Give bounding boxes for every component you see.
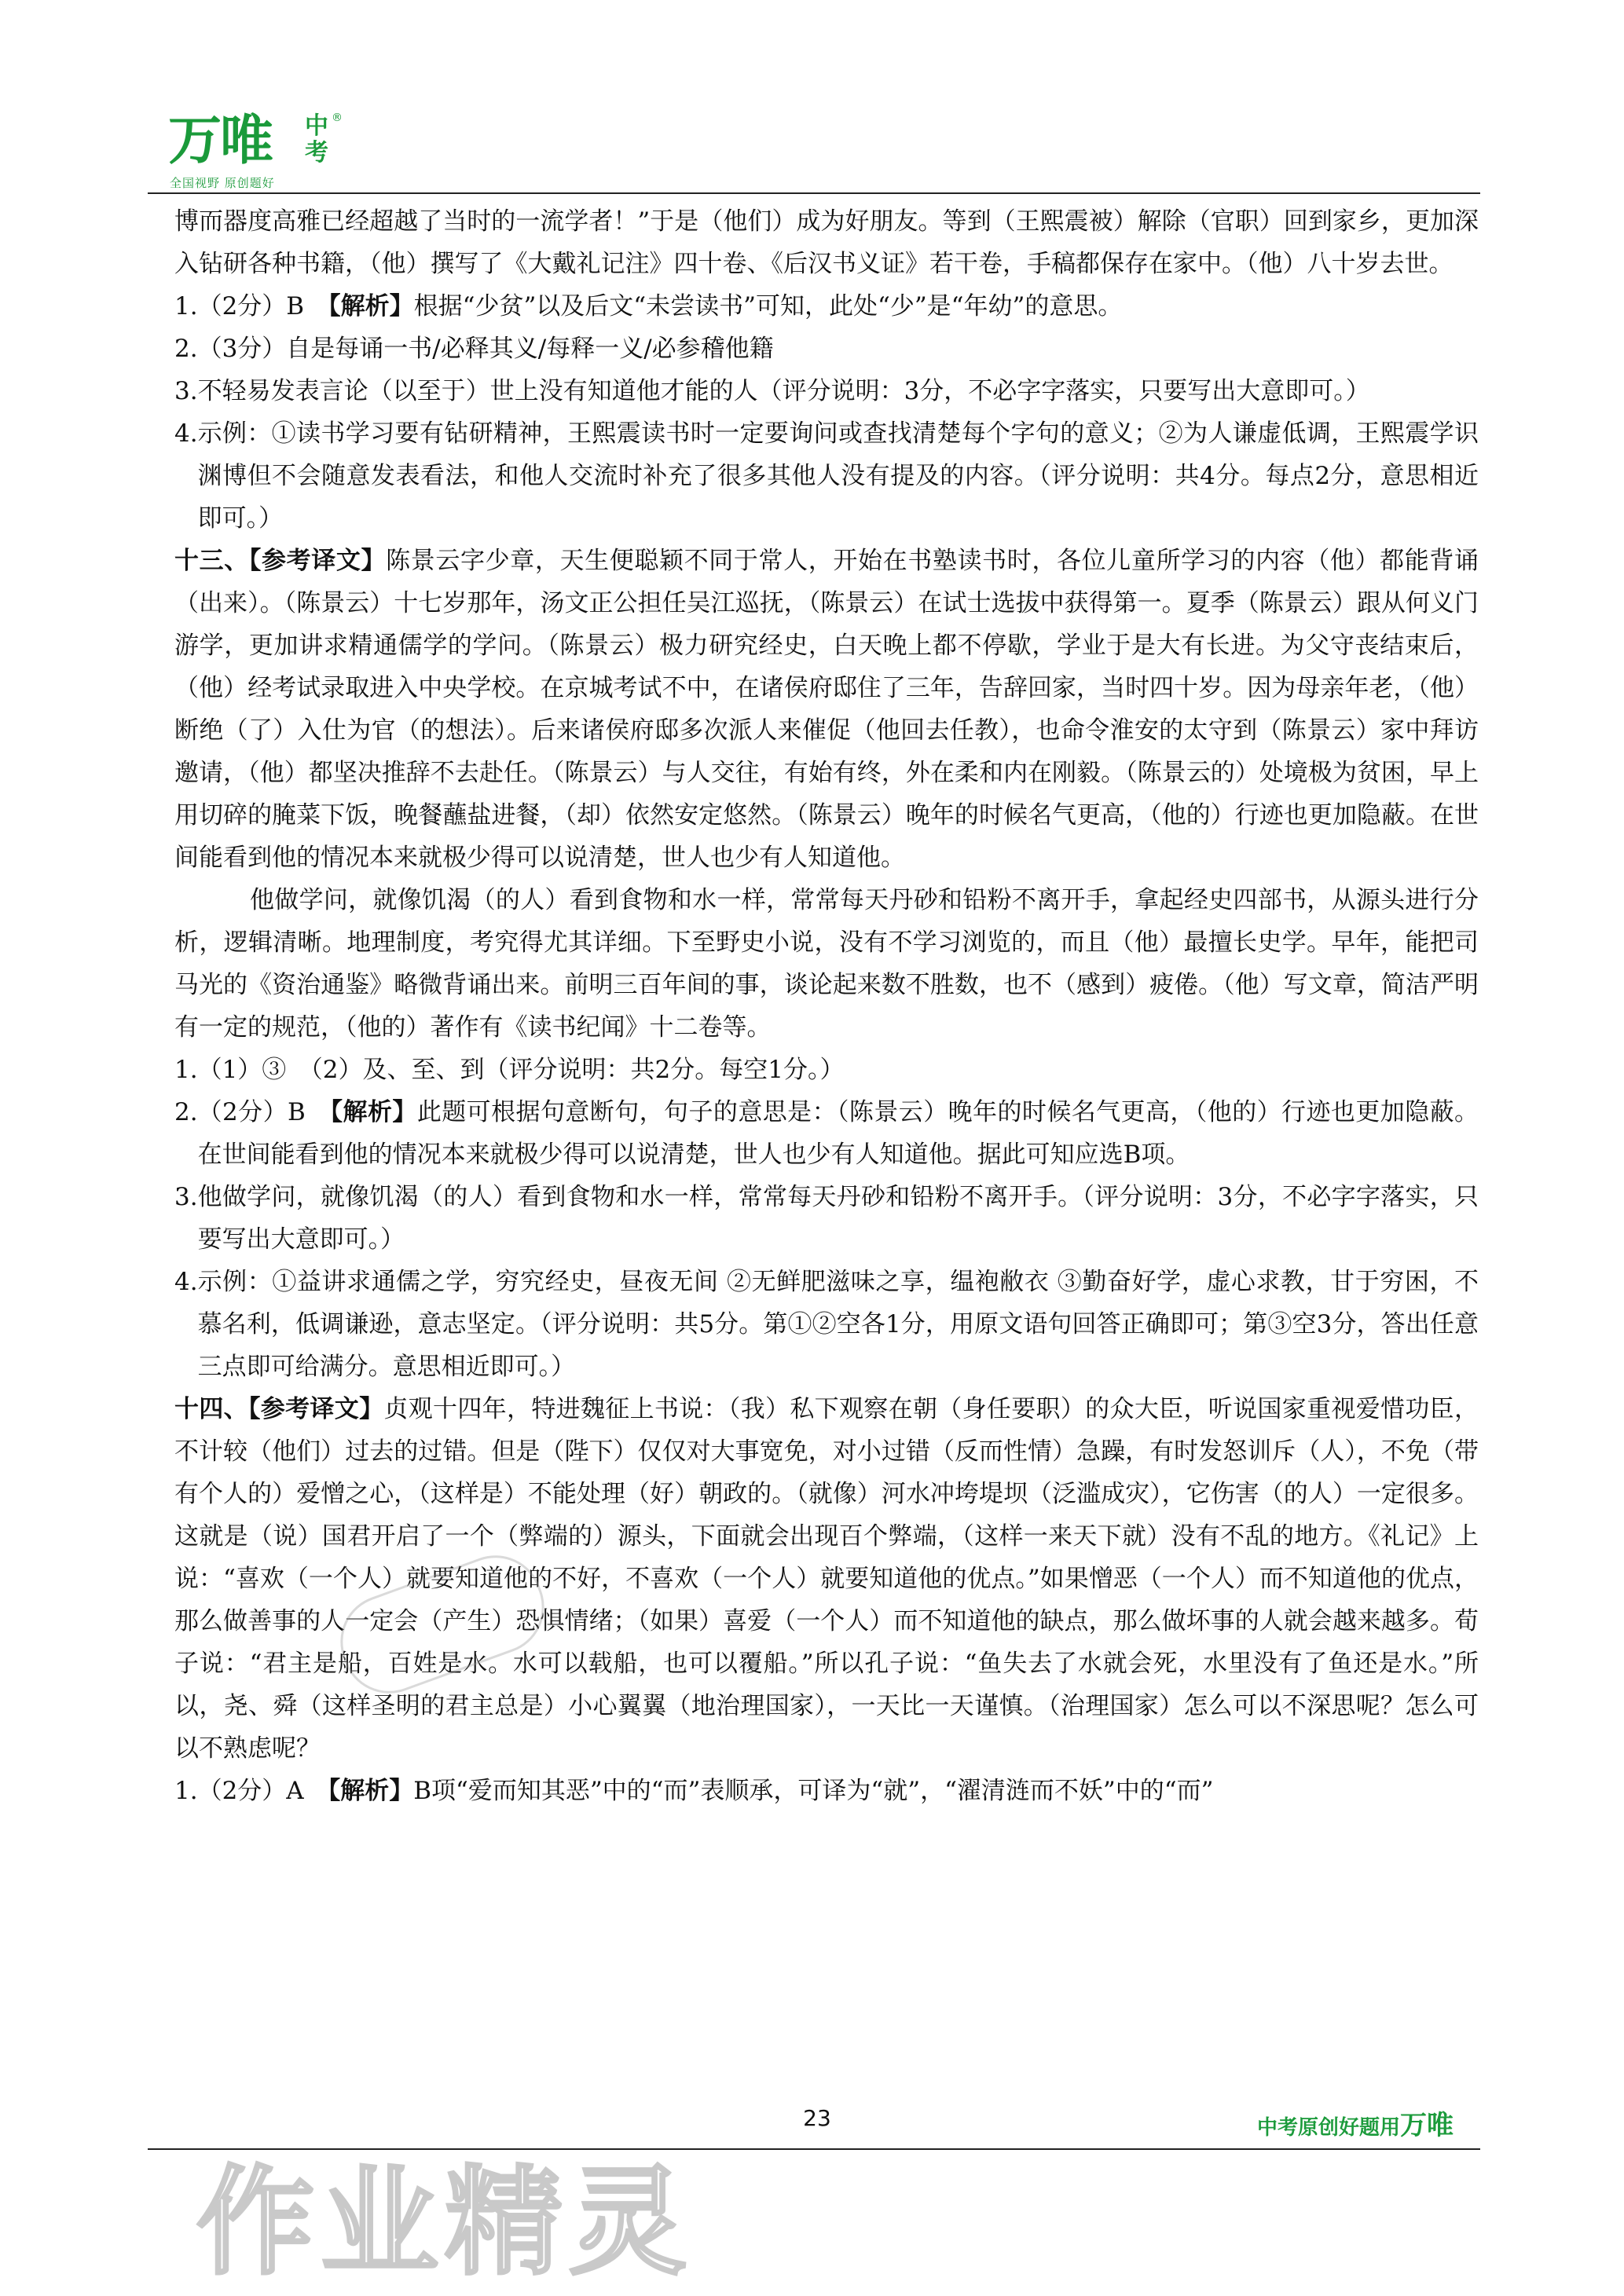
footer-rule xyxy=(148,2148,1480,2150)
answer-number: 2. xyxy=(174,1098,198,1126)
answer-text: 示例：①读书学习要有钻研精神，王熙震读书时一定要询问或查找清楚每个字句的意义；②为人谦虚低调，王熙震学识渊博但不会随意发表看法，和他人交流时补充了很多其他人没有提及的内容。（评分说明：共4分。每点2分，意思相近即可。） xyxy=(197,419,1479,533)
answer-body xyxy=(198,1770,1479,1812)
paragraph: 他做学问，就像饥渴（的人）看到食物和水一样，常常每天丹砂和铅粉不离开手，拿起经史四部书，从源头进行分析，逻辑清晰。地理制度，考究得尤其详细。下至野史小说，没有不学习浏览的，而且（他）最擅长史学。早年，能把司马光的《资治通鉴》略微背诵出来。前明三百年间的事，谈论起来数不胜数，也不（感到）疲倦。（他）写文章，简洁严明有一定的规范，（他的）著作有《读书纪闻》十二卷等。 xyxy=(174,886,1479,1042)
answer-body xyxy=(198,1261,1479,1388)
answer-body xyxy=(198,1049,1479,1091)
analysis-tag: 【解析】 xyxy=(330,1098,417,1126)
registered-mark: ® xyxy=(332,112,343,124)
logo-main-text: 万唯 xyxy=(168,110,273,172)
section-translation xyxy=(174,540,1479,879)
analysis-tag: 【解析】 xyxy=(328,292,414,320)
logo-exam-text: 中考 xyxy=(305,112,328,167)
analysis-text: 此题可根据句意断句，句子的意思是：（陈景云）晚年的时候名气更高，（他的）行迹也更加隐蔽。在世间能看到他的情况本来就极少得可以说清楚，世人也少有人知道他。据此可知应选B项。 xyxy=(197,1098,1479,1169)
answer-number: 2. xyxy=(174,335,198,363)
answer-body xyxy=(198,1091,1479,1176)
footer-slogan-text: 中考原创好题用 xyxy=(1257,2116,1401,2140)
answer-body xyxy=(198,328,1479,370)
answer-text: 不轻易发表言论（以至于）世上没有知道他才能的人（评分说明：3分，不必字字落实，只要写出大意即可。） xyxy=(197,377,1370,405)
answer-number: 1. xyxy=(174,1056,198,1084)
answer-item xyxy=(174,370,1479,412)
analysis-text: 根据“少贫”以及后文“未尝读书”可知，此处“少”是“年幼”的意思。 xyxy=(413,292,1123,320)
publisher-logo xyxy=(168,110,349,189)
answer-number: 4. xyxy=(174,1268,198,1296)
answer-number: 1. xyxy=(174,1777,198,1805)
header-rule xyxy=(148,192,1480,194)
answer-item xyxy=(174,1049,1479,1091)
answer-item xyxy=(174,1176,1479,1261)
answer-text: 示例：①益讲求通儒之学，穷究经史，昼夜无间 ②无鲜肥滋味之享，缊袍敝衣 ③勤奋好学，虚心求教，甘于穷困，不慕名利，低调谦逊，意志坚定。（评分说明：共5分。第①②空各1分，用原文语句回答正确即可；第③空3分，答出任意三点即可给满分。意思相近即可。） xyxy=(197,1268,1479,1381)
answer-text: （2分）A xyxy=(197,1777,328,1805)
section-text: 贞观十四年，特进魏征上书说：（我）私下观察在朝（身任要职）的众大臣，听说国家重视爱惜功臣，不计较（他们）过去的过错。但是（陛下）仅仅对大事宽免，对小过错（反而性情）急躁，有时发怒训斥（人），不免（带有个人的）爱憎之心，（这样是）不能处理（好）朝政的。（就像）河水冲垮堤坝（泛滥成灾），它伤害（的人）一定很多。这就是（说）国君开启了一个（弊端的）源头，下面就会出现百个弊端，（这样一来天下就）没有不乱的地方。《礼记》上说：“喜欢（一个人）就要知道他的不好，不喜欢（一个人）就要知道他的优点。”如果憎恶（一个人）而不知道他的优点，那么做善事的人一定会（产生）恐惧情绪；（如果）喜爱（一个人）而不知道他的缺点，那么做坏事的人就会越来越多。荀子说：“君主是船，百姓是水。水可以载船，也可以覆船。”所以孔子说：“鱼失去了水就会死，水里没有了鱼还是水。”所以，尧、舜（这样圣明的君主总是）小心翼翼（地治理国家），一天比一天谨慎。（治理国家）怎么可以不深思呢？怎么可以不熟虑呢？ xyxy=(174,1395,1479,1763)
section-translation xyxy=(174,1388,1479,1770)
answer-text: 他做学问，就像饥渴（的人）看到食物和水一样，常常每天丹砂和铅粉不离开手。（评分说明：3分，不必字字落实，只要写出大意即可。） xyxy=(197,1183,1479,1254)
answer-item xyxy=(174,328,1479,370)
page-number: 23 xyxy=(803,2105,831,2131)
answer-text: （2分）B xyxy=(197,292,329,320)
watermark-text: 作业精灵 xyxy=(196,2155,694,2291)
answer-number: 1. xyxy=(174,292,198,320)
answer-body xyxy=(198,370,1479,412)
answer-text: （2分）B xyxy=(197,1098,331,1126)
section-text: 陈景云字少章，天生便聪颖不同于常人，开始在书塾读书时，各位儿童所学习的内容（他）都能背诵（出来）。（陈景云）十七岁那年，汤文正公担任吴江巡抚，（陈景云）在试士选拔中获得第一。夏季（陈景云）跟从何义门游学，更加讲求精通儒学的学问。（陈景云）极力研究经史，白天晚上都不停歇，学业于是大有长进。为父守丧结束后，（他）经考试录取进入中央学校。在京城考试不中，在诸侯府邸住了三年，告辞回家，当时四十岁。因为母亲年老，（他）断绝（了）入仕为官（的想法）。后来诸侯府邸多次派人来催促（他回去任教），也命令淮安的太守到（陈景云）家中拜访邀请，（他）都坚决推辞不去赴任。（陈景云）与人交往，有始有终，外在柔和内在刚毅。（陈景云的）处境极为贫困，早上用切碎的腌菜下饭，晚餐蘸盐进餐，（却）依然安定悠然。（陈景云）晚年的时候名气更高，（他的）行迹也更加隐蔽。在世间能看到他的情况本来就极少得可以说清楚，世人也少有人知道他。 xyxy=(174,547,1479,872)
footer-slogan xyxy=(1257,2104,1454,2142)
footer-brand: 万唯 xyxy=(1400,2110,1454,2141)
answer-body xyxy=(198,1176,1479,1261)
answer-content xyxy=(174,200,1479,1812)
answer-text: （1）③ （2）及、至、到（评分说明：共2分。每空1分。） xyxy=(197,1056,845,1084)
answer-text: （3分）自是每诵一书/必释其义/每释一义/必参稽他籍 xyxy=(197,335,774,363)
answer-item xyxy=(174,412,1479,540)
answer-item xyxy=(174,1770,1479,1812)
section-heading: 十三、【参考译文】 xyxy=(174,547,387,575)
answer-body xyxy=(198,285,1479,328)
answer-number: 3. xyxy=(174,377,198,405)
answer-body xyxy=(198,412,1479,540)
answer-number: 3. xyxy=(174,1183,198,1211)
analysis-text: B项“爱而知其恶”中的“而”表顺承，可译为“就”，“濯清涟而不妖”中的“而” xyxy=(413,1777,1214,1805)
paragraph: 博而器度高雅已经超越了当时的一流学者！”于是（他们）成为好朋友。等到（王熙震被）解除（官职）回到家乡，更加深入钻研各种书籍，（他）撰写了《大戴礼记注》四十卷、《后汉书义证》若干卷，手稿都保存在家中。（他）八十岁去世。 xyxy=(174,207,1479,278)
analysis-tag: 【解析】 xyxy=(328,1777,414,1805)
answer-item xyxy=(174,285,1479,328)
logo-slogan: 全国视野 原创题好 xyxy=(170,176,275,190)
answer-item xyxy=(174,1261,1479,1388)
answer-item xyxy=(174,1091,1479,1176)
answer-number: 4. xyxy=(174,419,198,448)
section-heading: 十四、【参考译文】 xyxy=(174,1395,384,1423)
